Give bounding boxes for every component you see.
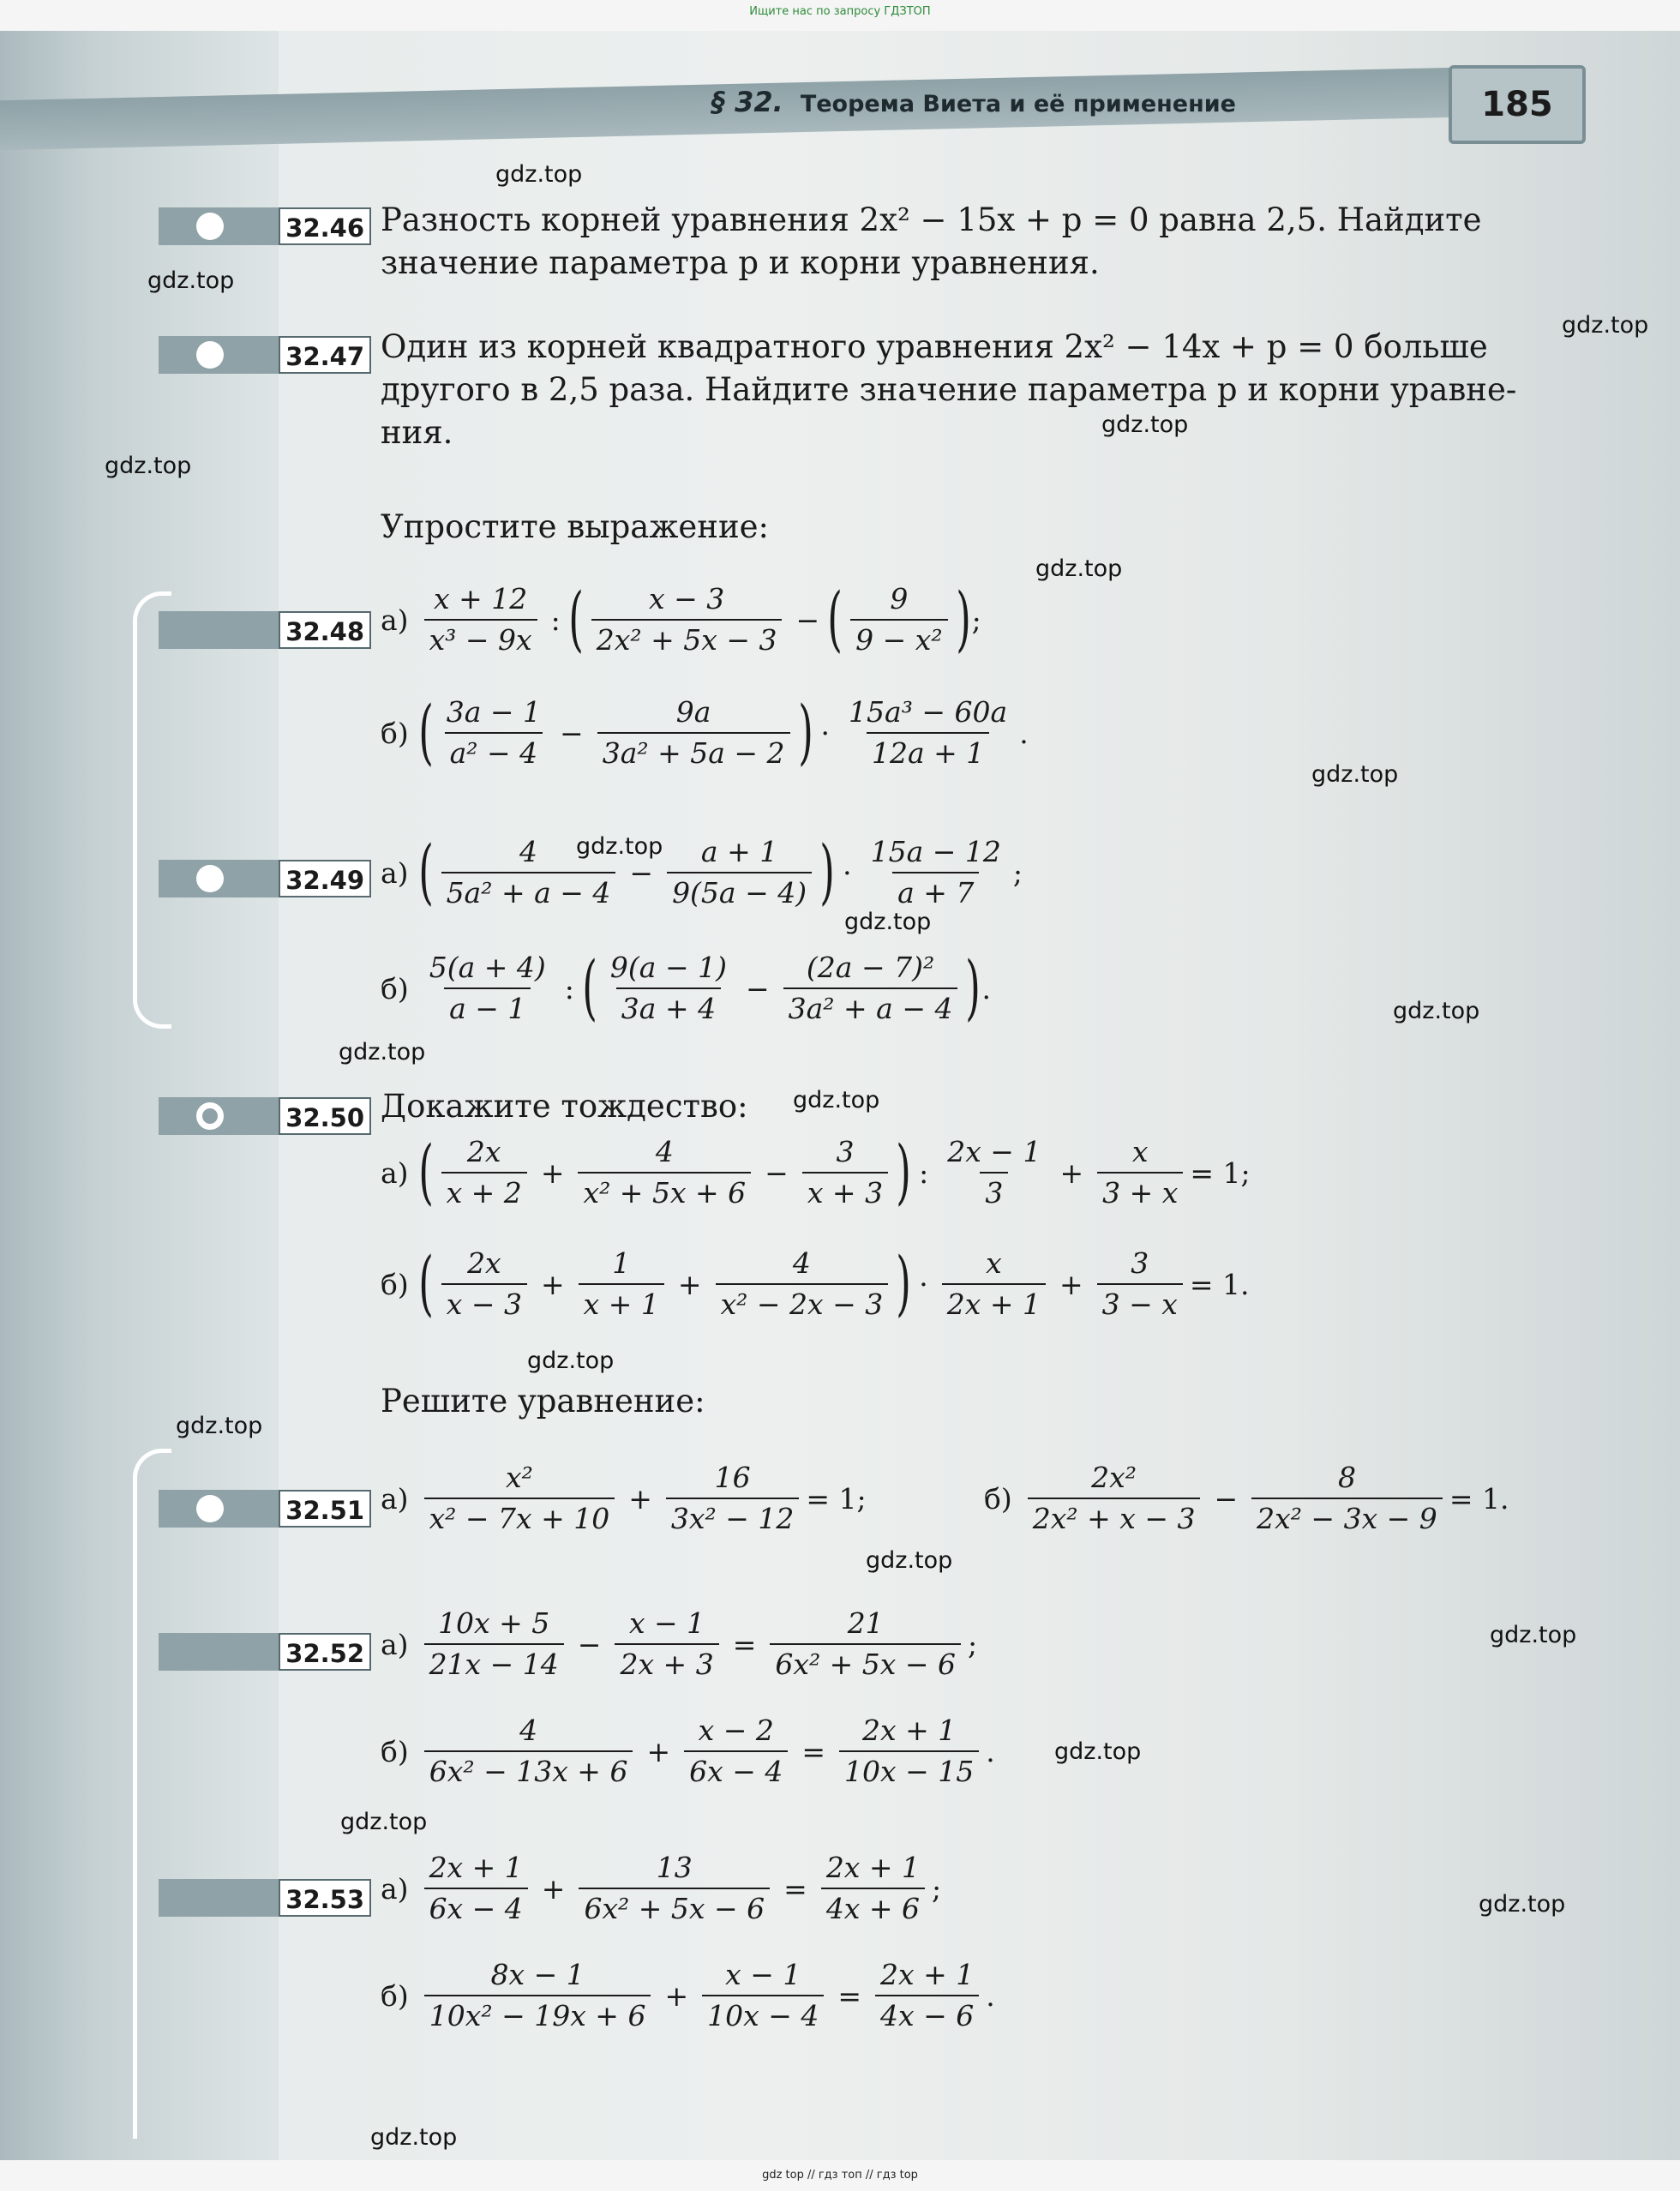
- fraction: $\frac{2x + 1}{10x - 15}$: [839, 1714, 979, 1788]
- fraction: $\frac{8x - 1}{\text{10x² − 19x + 6}}$: [424, 1959, 651, 2032]
- expression-32-50-a: а) ( $\frac{2x}{x + 2}$ + $\frac{4}{\text{x² + 5x + 6}}$ − $\frac{3}{x + 3}$ ) : $\frac{2x - 1}{3}$ + $\frac{x}{3 + x}$ = 1;: [381, 1132, 1251, 1213]
- watermark: gdz.top: [105, 453, 192, 479]
- fraction: $\frac{2x - 1}{3}$: [947, 1135, 1041, 1210]
- watermark: gdz.top: [1562, 312, 1649, 339]
- problem-text: ния.: [381, 414, 453, 451]
- expression-32-53-a: а) $\frac{2x + 1}{6x - 4}$ + $\frac{13}{\text{6x² + 5x − 6}}$ = $\frac{2x + 1}{4x + 6}$ ;: [381, 1851, 942, 1925]
- fraction: $\frac{2x}{x + 2}$: [441, 1136, 527, 1210]
- problem-label-32-46: [159, 207, 371, 245]
- problem-text: значение параметра p и корни уравнения.: [381, 244, 1100, 281]
- fraction: $\frac{x + 12}{\text{x³ − 9x}}$: [424, 583, 537, 657]
- problem-number: 32.47: [279, 336, 371, 374]
- watermark: gdz.top: [576, 833, 663, 860]
- watermark: gdz.top: [1393, 998, 1480, 1024]
- difficulty-dot-icon: [196, 341, 224, 369]
- section-title: Теорема Виета и её применение: [800, 91, 1236, 117]
- problem-number: 32.49: [279, 860, 371, 897]
- watermark: gdz.top: [866, 1547, 953, 1574]
- problem-number: 32.53: [279, 1879, 371, 1917]
- expression-32-50-b: б) ( $\frac{2x}{x - 3}$ + $\frac{1}{x + 1}$ + $\frac{4}{\text{x² − 2x − 3}}$ ) · $\frac{x}{2x + 1}$ + $\frac{3}{3 - x}$ = 1.: [381, 1243, 1250, 1324]
- difficulty-dot-icon: [196, 1495, 224, 1522]
- section-number: § 32.: [711, 86, 783, 118]
- fraction: $\frac{x}{2x + 1}$: [942, 1247, 1046, 1321]
- expression-32-53-b: б) $\frac{8x - 1}{\text{10x² − 19x + 6}}$ + $\frac{x - 1}{10x - 4}$ = $\frac{2x + 1}{4x - 6}$ .: [381, 1958, 995, 2032]
- fraction: $\frac{4}{\text{5a² + a − 4}}$: [441, 836, 616, 909]
- instruction-heading: Упростите выражение:: [381, 508, 769, 545]
- watermark: gdz.top: [1479, 1891, 1566, 1918]
- fraction: $\frac{15a - 12}{a + 7}$: [870, 835, 1001, 909]
- problem-text: Один из корней квадратного уравнения 2x² − 14x + p = 0 больше: [381, 328, 1488, 365]
- problem-label-32-51: [159, 1490, 371, 1528]
- watermark: gdz.top: [1054, 1738, 1142, 1765]
- fraction: $\frac{2x}{x - 3}$: [441, 1247, 527, 1321]
- fraction: $\frac{x}{3 + x}$: [1097, 1136, 1183, 1210]
- fraction: $\frac{\text{(2a − 7)²}}{\text{3a² + a − 4}}$: [783, 951, 958, 1025]
- fraction: $\frac{8}{\text{2x² − 3x − 9}}$: [1251, 1462, 1443, 1535]
- fraction: $\frac{x - 1}{2x + 3}$: [615, 1607, 718, 1681]
- fraction: $\frac{a + 1}{9(5a - 4)}$: [667, 836, 812, 909]
- fraction: $\frac{9}{\text{9 − x²}}$: [850, 583, 947, 657]
- watermark: gdz.top: [1101, 411, 1189, 438]
- watermark: gdz.top: [176, 1413, 263, 1439]
- watermark: gdz.top: [793, 1087, 880, 1114]
- top-note: Ищите нас по запросу ГДЗТОП: [749, 5, 931, 18]
- fraction: $\frac{\text{2x²}}{\text{2x² + x − 3}}$: [1028, 1462, 1201, 1535]
- problem-number: 32.52: [279, 1633, 371, 1671]
- problem-text: другого в 2,5 раза. Найдите значение параметра p и корни уравне-: [381, 371, 1517, 408]
- fraction: $\frac{\text{x²}}{\text{x² − 7x + 10}}$: [424, 1462, 615, 1535]
- problem-number: 32.46: [279, 207, 371, 245]
- difficulty-dot-icon: [196, 213, 224, 240]
- fraction: $\frac{x - 2}{6x - 4}$: [684, 1714, 788, 1788]
- problem-number: 32.48: [279, 611, 371, 649]
- expression-32-51-a: а) $\frac{\text{x²}}{\text{x² − 7x + 10}}$ + $\frac{16}{\text{3x² − 12}}$ = 1;: [381, 1461, 867, 1535]
- fraction: $\frac{5(a + 4)}{a - 1}$: [429, 951, 546, 1025]
- fraction: $\frac{3}{3 - x}$: [1097, 1247, 1183, 1321]
- problem-label-32-50: [159, 1097, 371, 1135]
- expression-32-52-a: а) $\frac{10x + 5}{21x - 14}$ − $\frac{x - 1}{2x + 3}$ = $\frac{21}{\text{6x² + 5x − 6}}$ ;: [381, 1606, 978, 1681]
- watermark: gdz.top: [1490, 1622, 1577, 1648]
- fraction: $\frac{4}{\text{6x² − 13x + 6}}$: [424, 1714, 633, 1788]
- watermark: gdz.top: [147, 267, 235, 294]
- expression-32-52-b: б) $\frac{4}{\text{6x² − 13x + 6}}$ + $\frac{x - 2}{6x - 4}$ = $\frac{2x + 1}{10x - 15}$ .: [381, 1714, 995, 1788]
- fraction: $\frac{2x + 1}{4x - 6}$: [875, 1959, 979, 2032]
- problem-label-32-47: [159, 336, 371, 374]
- expression-32-49-a: а) ( $\frac{4}{\text{5a² + a − 4}}$ − $\frac{a + 1}{9(5a - 4)}$ ) · $\frac{15a - 12}{a + 7}$ ;: [381, 831, 1023, 913]
- problem-text: Разность корней уравнения 2x² − 15x + p = 0 равна 2,5. Найдите: [381, 201, 1482, 238]
- watermark: gdz.top: [844, 909, 932, 935]
- fraction: $\frac{x - 3}{\text{2x² + 5x − 3}}$: [591, 583, 783, 657]
- fraction: $\frac{1}{x + 1}$: [579, 1247, 664, 1321]
- instruction-heading: Докажите тождество:: [381, 1088, 748, 1125]
- group-bracket: [133, 591, 171, 1029]
- fraction: $\frac{2x + 1}{6x - 4}$: [424, 1852, 528, 1925]
- watermark: gdz.top: [339, 1039, 426, 1065]
- problem-number: 32.50: [279, 1097, 371, 1135]
- page-number: 185: [1449, 65, 1586, 144]
- expression-32-51-b: б) $\frac{\text{2x²}}{\text{2x² + x − 3}}$ − $\frac{8}{\text{2x² − 3x − 9}}$ = 1.: [984, 1461, 1509, 1535]
- fraction: $\frac{4}{\text{x² − 2x − 3}}$: [716, 1247, 889, 1321]
- problem-label-32-53: [159, 1879, 371, 1917]
- fraction: $\frac{10x + 5}{21x - 14}$: [424, 1607, 564, 1681]
- difficulty-ring-icon: [196, 1102, 224, 1130]
- fraction: $\frac{16}{\text{3x² − 12}}$: [666, 1462, 799, 1535]
- fraction: $\frac{\text{15a³ − 60a}}{12a + 1}$: [849, 695, 1008, 770]
- bottom-note: gdz top // гдз топ // гдз top: [762, 2169, 918, 2182]
- group-bracket: [133, 1449, 171, 2139]
- fraction: $\frac{21}{\text{6x² + 5x − 6}}$: [770, 1607, 961, 1681]
- fraction: $\frac{13}{\text{6x² + 5x − 6}}$: [579, 1852, 770, 1925]
- fraction: $\frac{9a}{\text{3a² + 5a − 2}}$: [597, 696, 790, 770]
- fraction: $\frac{3a - 1}{\text{a² − 4}}$: [441, 696, 546, 770]
- watermark: gdz.top: [1311, 761, 1399, 788]
- expression-32-48-b: б) ( $\frac{3a - 1}{\text{a² − 4}}$ − $\frac{9a}{\text{3a² + 5a − 2}}$ ) · $\frac{\text{15a³ − 60a}}{12a + 1}$ .: [381, 692, 1029, 773]
- fraction: $\frac{2x + 1}{4x + 6}$: [821, 1852, 925, 1925]
- fraction: $\frac{x - 1}{10x - 4}$: [702, 1959, 824, 2032]
- section-header: [711, 86, 1236, 118]
- watermark: gdz.top: [1035, 555, 1123, 582]
- problem-label-32-49: [159, 860, 371, 897]
- difficulty-dot-icon: [196, 865, 224, 892]
- problem-label-32-52: [159, 1633, 371, 1671]
- problem-number: 32.51: [279, 1490, 371, 1528]
- expression-32-49-b: б) $\frac{5(a + 4)}{a - 1}$ : ( $\frac{9(a - 1)}{3a + 4}$ − $\frac{\text{(2a − 7)²}}{\text{3a² + a − 4}}$ ) .: [381, 947, 991, 1029]
- watermark: gdz.top: [370, 2124, 458, 2151]
- watermark: gdz.top: [340, 1809, 428, 1835]
- watermark: gdz.top: [527, 1348, 615, 1374]
- fraction: $\frac{9(a - 1)}{3a + 4}$: [609, 951, 727, 1025]
- fraction: $\frac{4}{\text{x² + 5x + 6}}$: [578, 1136, 751, 1210]
- watermark: gdz.top: [495, 161, 583, 188]
- expression-32-48-a: а) $\frac{x + 12}{\text{x³ − 9x}}$ : ( $\frac{x - 3}{\text{2x² + 5x − 3}}$ − ( $\frac{9}{\text{9 − x²}}$ ) ;: [381, 579, 981, 660]
- fraction: $\frac{3}{x + 3}$: [802, 1136, 888, 1210]
- instruction-heading: Решите уравнение:: [381, 1383, 705, 1420]
- problem-label-32-48: [159, 611, 371, 649]
